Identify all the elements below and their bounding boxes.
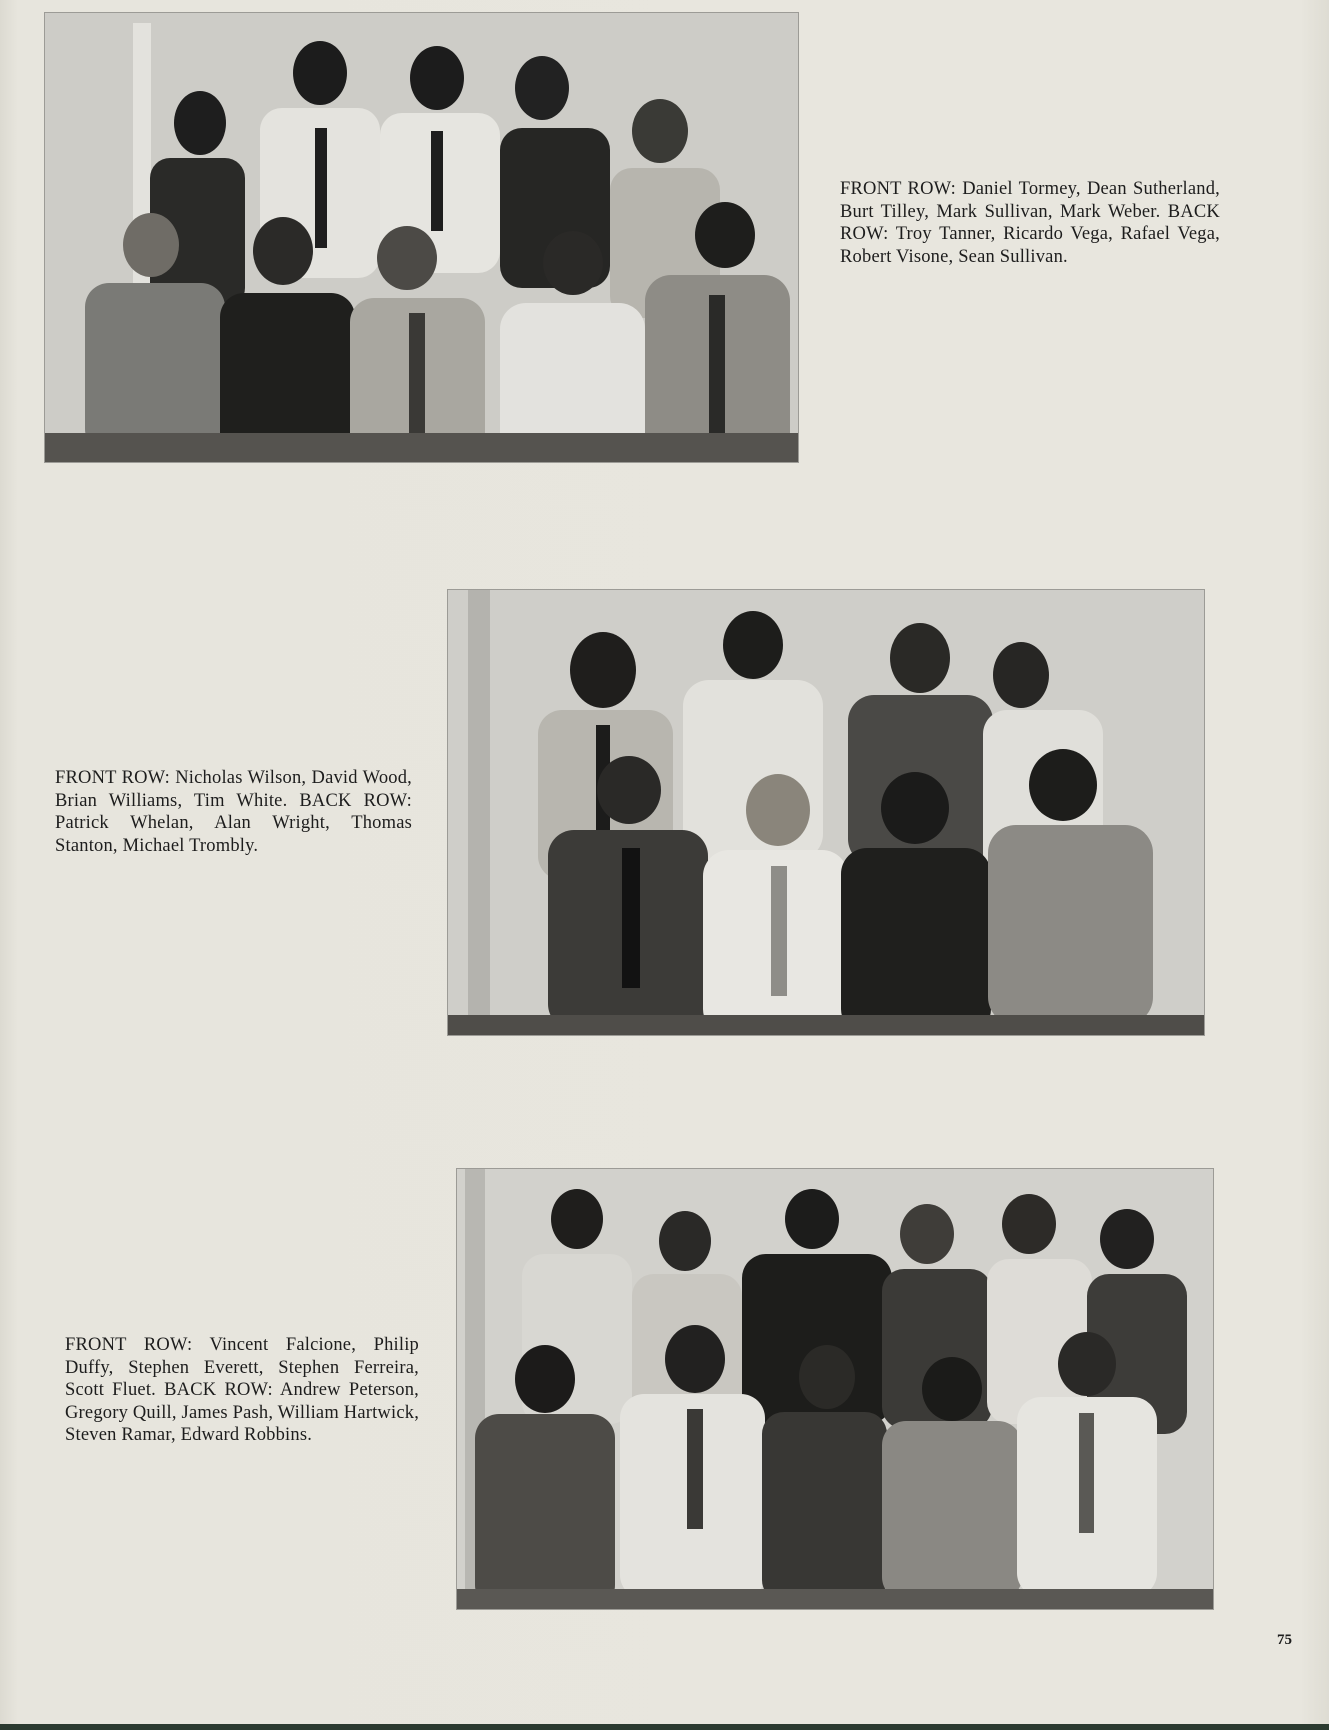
group-photo-2-art — [448, 590, 1204, 1035]
group-photo-3 — [457, 1169, 1213, 1609]
group-photo-1 — [45, 13, 798, 462]
group-caption-1: FRONT ROW: Daniel Tormey, Dean Sutherland, Burt Tilley, Mark Sullivan, Mark Weber. BACK ROW: Troy Tanner, Ricardo Vega, Rafael Vega, Robert Visone, Sean Sullivan. — [840, 179, 1220, 267]
group-photo-1-art — [45, 13, 798, 462]
page-bottom-edge — [0, 1724, 1329, 1730]
page-number: 75 — [1277, 1632, 1292, 1648]
group-caption-2: FRONT ROW: Nicholas Wilson, David Wood, Brian Williams, Tim White. BACK ROW: Patrick Whelan, Alan Wright, Thomas Stanton, Michael Trombly. — [55, 768, 412, 856]
group-photo-3-art — [457, 1169, 1213, 1609]
group-caption-3: FRONT ROW: Vincent Falcione, Philip Duffy, Stephen Everett, Stephen Ferreira, Scott Fluet. BACK ROW: Andrew Peterson, Gregory Quill, James Pash, William Hartwick, Steven Ramar, Edward Robbins. — [65, 1335, 420, 1445]
group-photo-2 — [448, 590, 1204, 1035]
